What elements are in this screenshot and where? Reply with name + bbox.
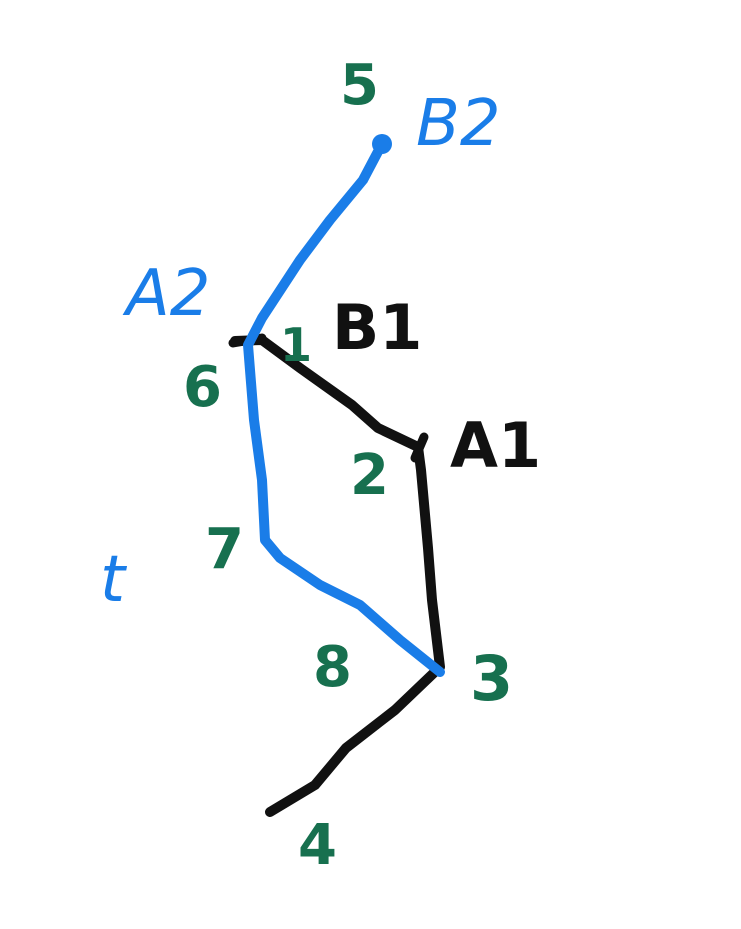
number-5: 5: [340, 53, 379, 118]
number-7: 7: [205, 517, 244, 582]
number-1: 1: [280, 318, 313, 372]
number-4: 4: [298, 813, 337, 878]
black-path: [235, 340, 440, 812]
number-8: 8: [313, 635, 352, 700]
blue-path: [248, 144, 440, 672]
label-a1: A1: [450, 409, 542, 482]
number-2: 2: [350, 443, 389, 508]
label-b1: B1: [332, 291, 423, 364]
label-b2: B2: [416, 87, 501, 161]
label-t: t: [100, 543, 126, 617]
b2-endpoint-dot: [372, 134, 392, 154]
label-a2: A2: [126, 257, 211, 331]
number-3: 3: [470, 642, 514, 715]
number-6: 6: [183, 355, 222, 420]
